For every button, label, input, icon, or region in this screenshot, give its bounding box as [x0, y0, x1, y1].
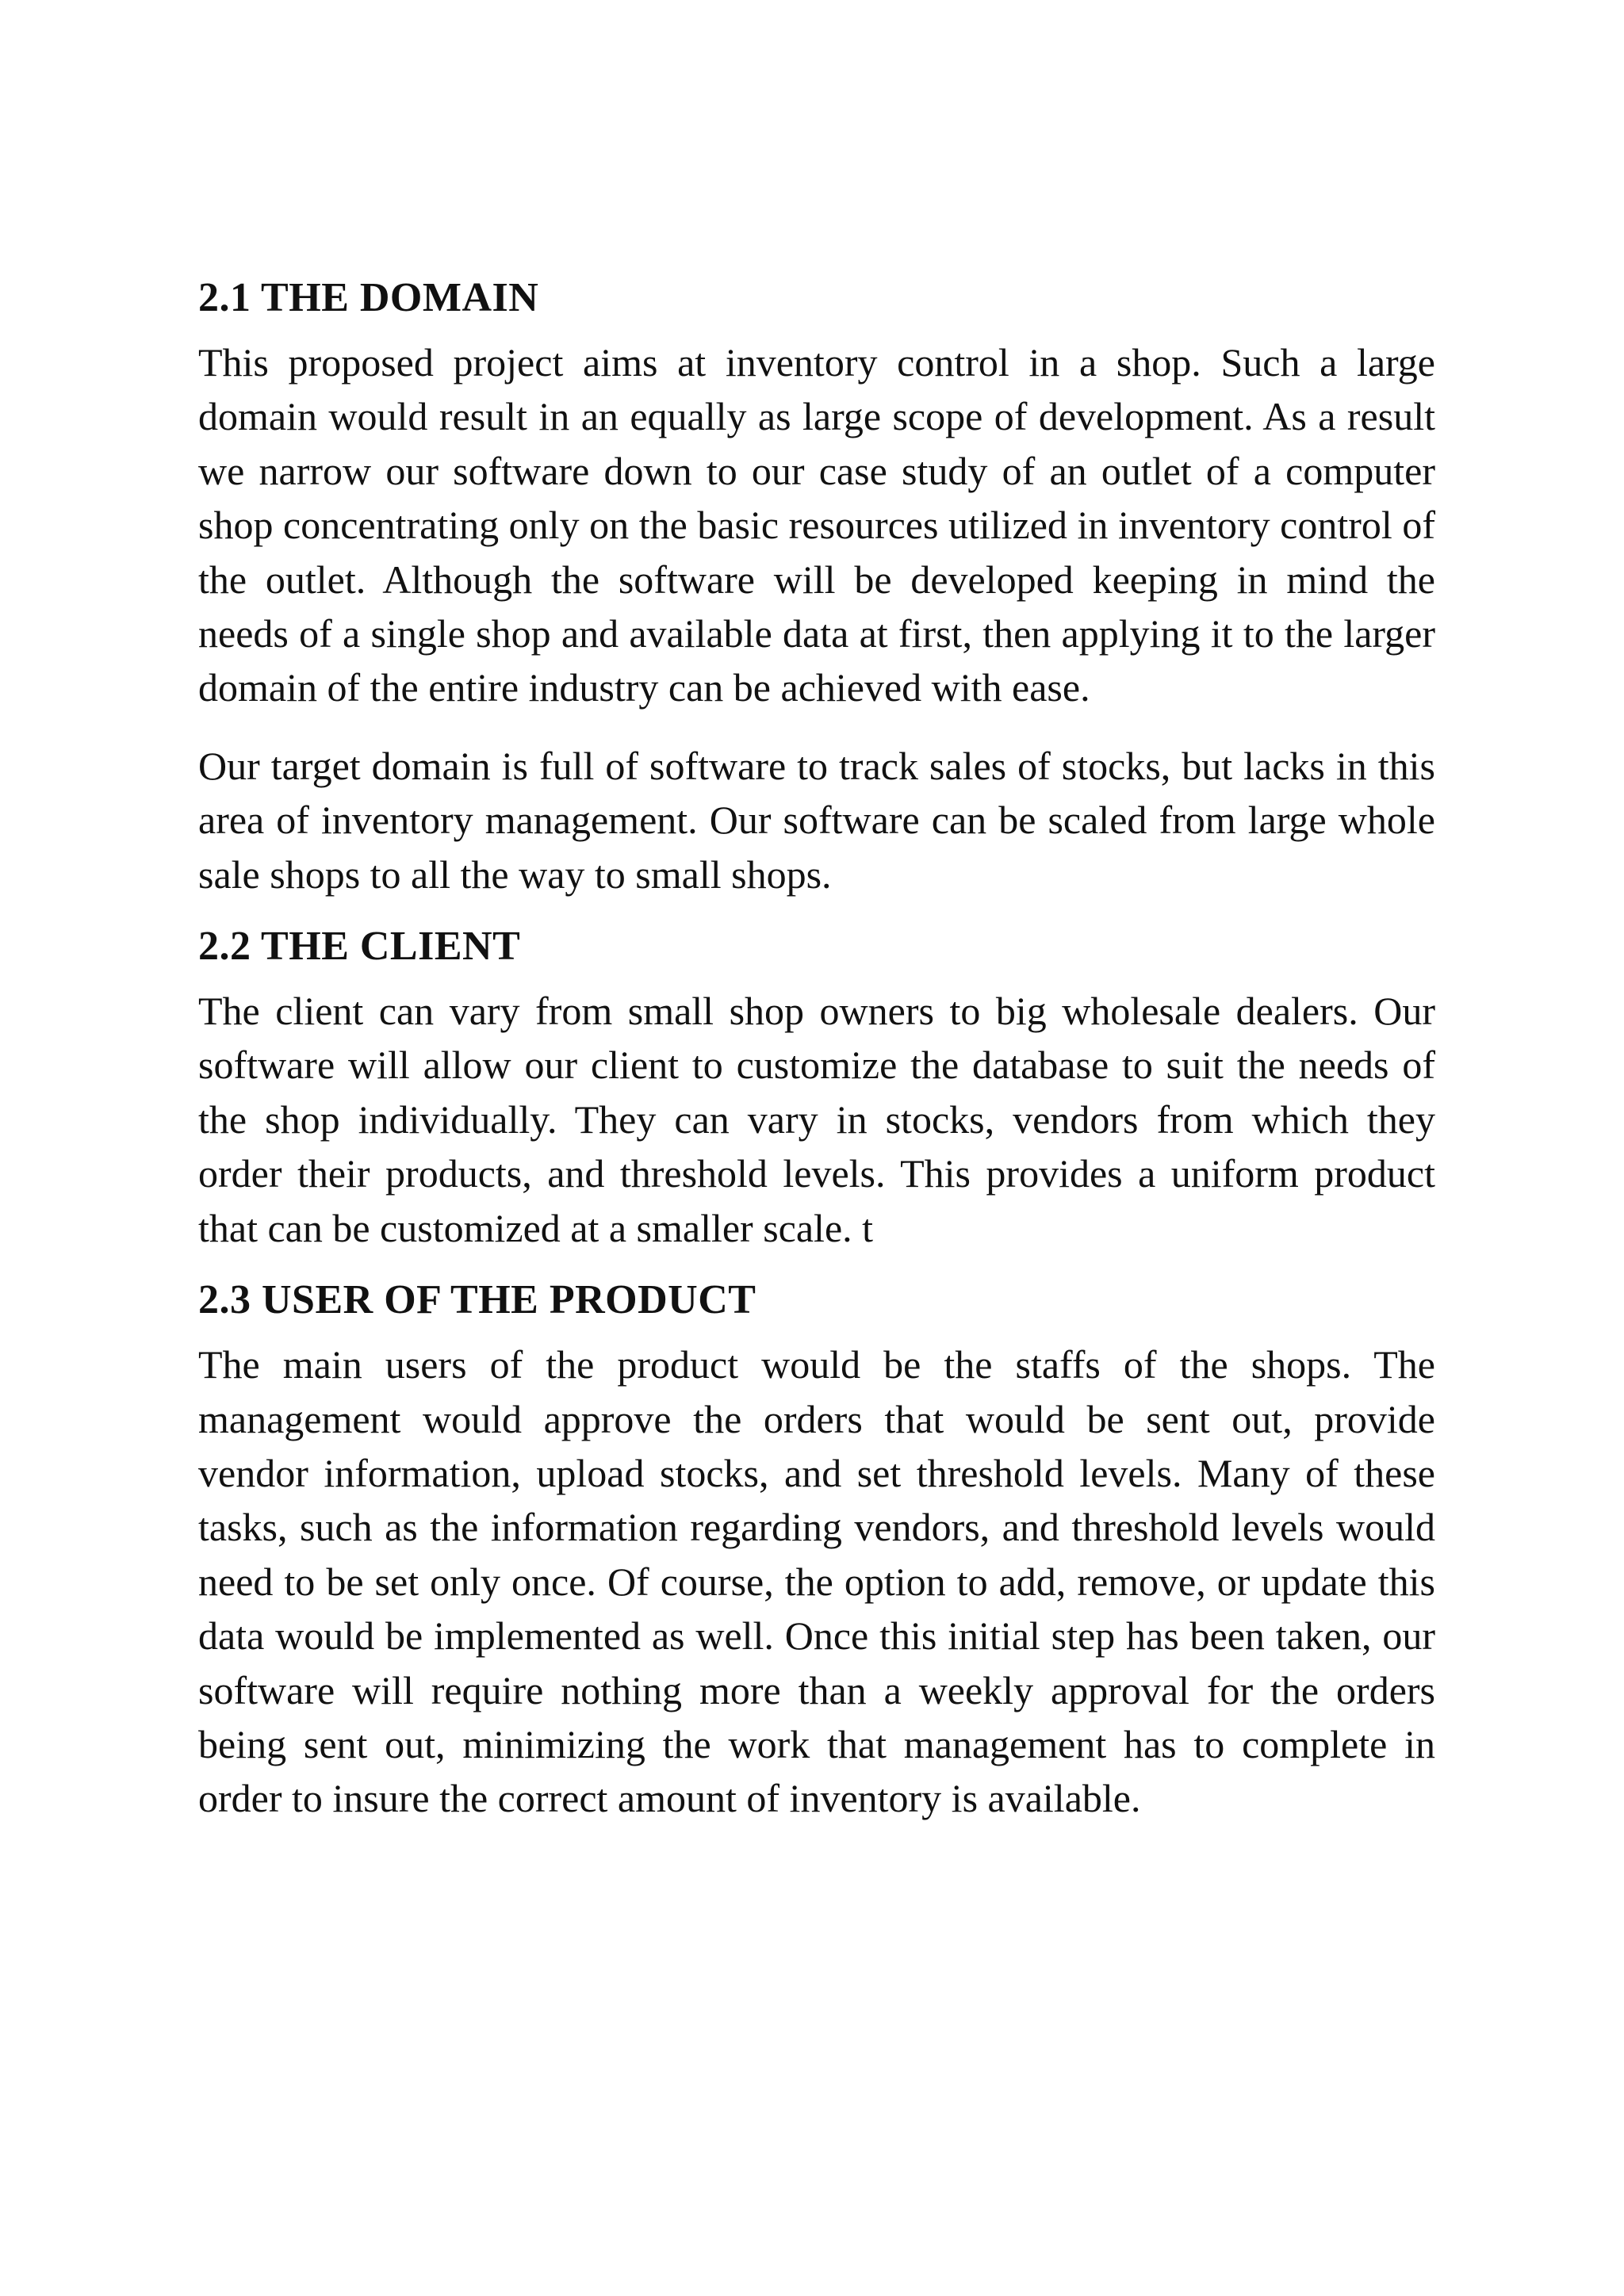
- paragraph-client-1: The client can vary from small shop owners to big wholesale dealers. Our software will allow our client to customize the database to suit the needs of the shop individually. They can vary in stocks, vendors from which they order their products, and threshold levels. This provides a uniform product that can be customized at a smaller scale. t: [198, 989, 1435, 1250]
- paragraph-domain-2: Our target domain is full of software to track sales of stocks, but lacks in this area of inventory management. Our software can be scaled from large whole sale shops to all the way to small shops.: [198, 743, 1435, 897]
- section-heading-user: 2.3 USER OF THE PRODUCT: [198, 1277, 756, 1323]
- paragraph-user-1: The main users of the product would be the staffs of the shops. The management would approve the orders that would be sent out, provide vendor information, upload stocks, and set threshold levels. Many of these tasks, such as the information regarding vendors, and threshold levels would need to be set only once. Of course, the option to add, remove, or update this data would be implemented as well. Once this initial step has been taken, our software will require nothing more than a weekly approval for the orders being sent out, minimizing the work that management has to complete in order to insure the correct amount of inventory is available.: [198, 1342, 1435, 1821]
- paragraph-domain-1: This proposed project aims at inventory control in a shop. Such a large domain would result in an equally as large scope of development. As a result we narrow our software down to our case study of an outlet of a computer shop concentrating only on the basic resources utilized in inventory control of the outlet. Although the software will be developed keeping in mind the needs of a single shop and available data at first, then applying it to the larger domain of the entire industry can be achieved with ease.: [198, 340, 1435, 710]
- document-body: [198, 264, 1435, 1826]
- section-heading-domain: 2.1 THE DOMAIN: [198, 275, 539, 320]
- section-heading-client: 2.2 THE CLIENT: [198, 924, 521, 970]
